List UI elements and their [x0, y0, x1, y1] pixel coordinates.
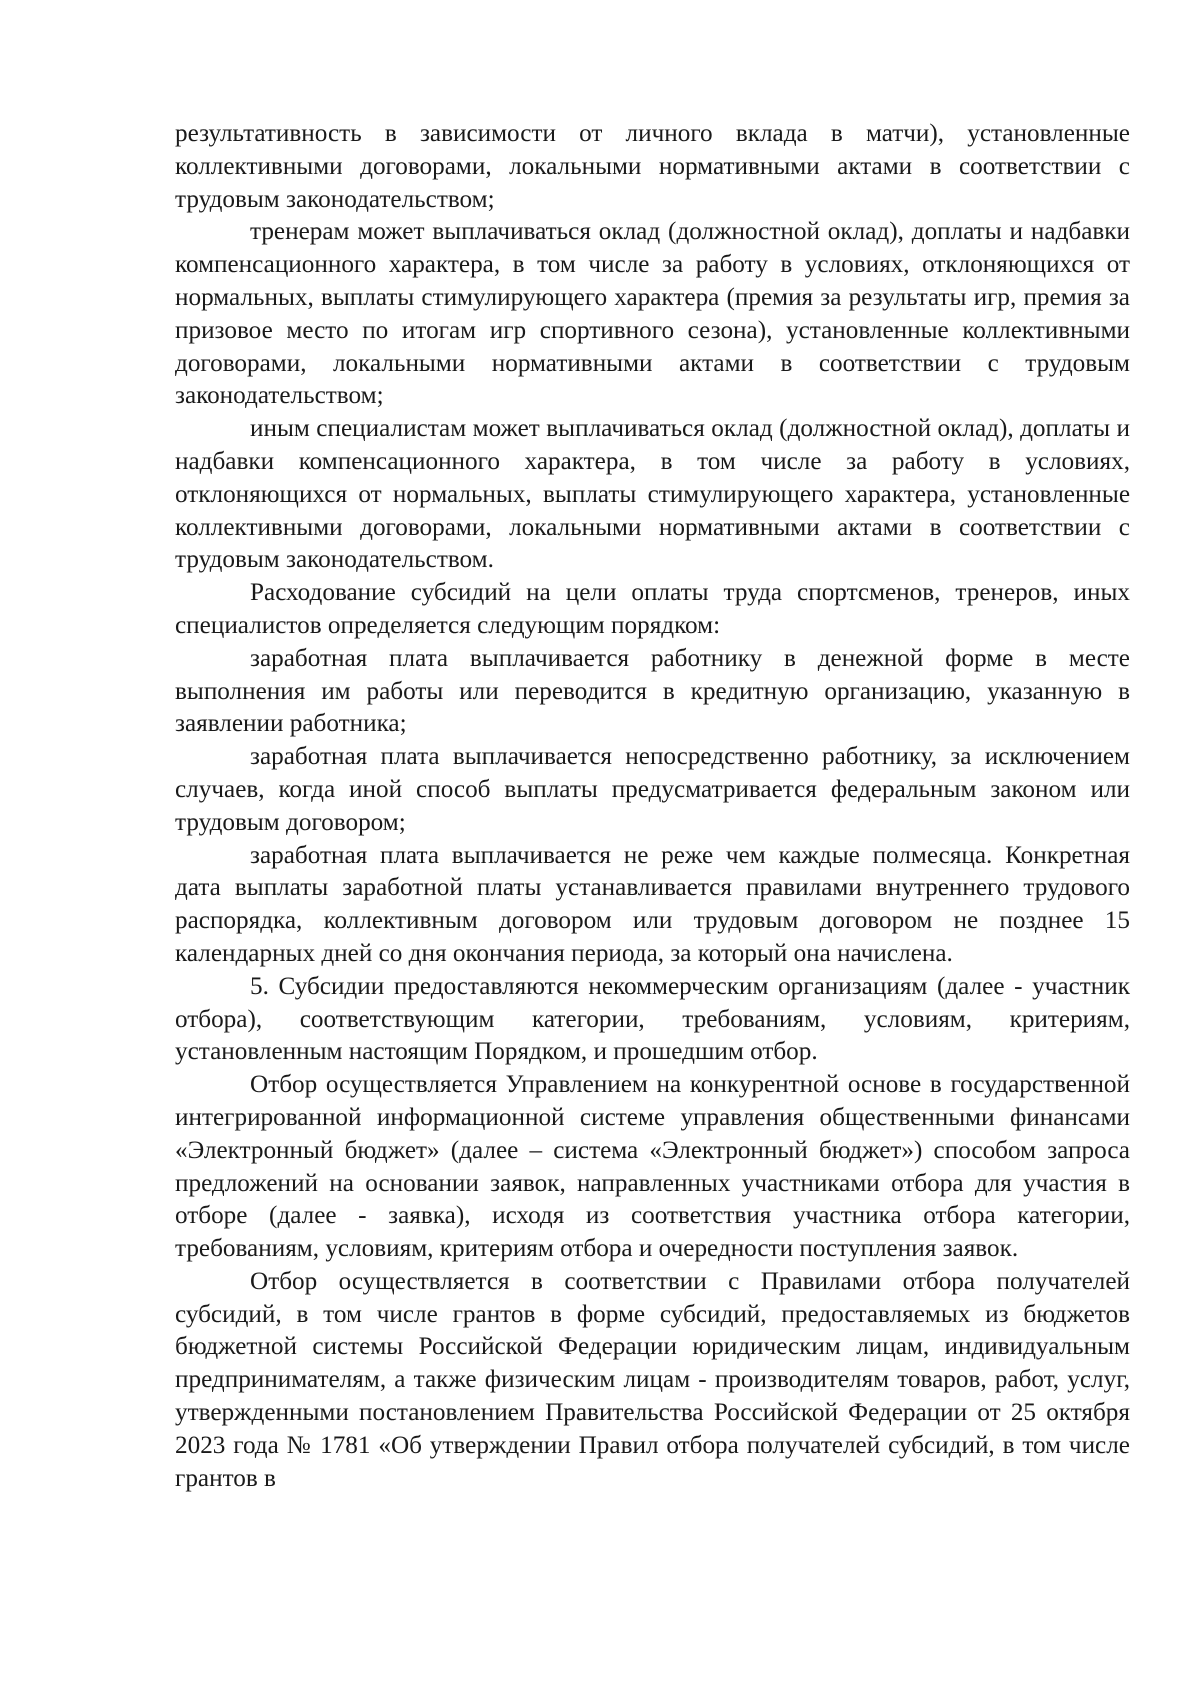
paragraph-7: заработная плата выплачивается не реже чем каждые полмесяца. Конкретная дата выплаты заработной платы устанавливается правилами внутреннего трудового распорядка, коллективным договором или трудовым договором не позднее 15 календарных дней со дня окончания периода, за который она начислена.: [175, 841, 1130, 967]
paragraph-5: заработная плата выплачивается работнику в денежной форме в месте выполнения им работы или переводится в кредитную организацию, указанную в заявлении работника;: [175, 644, 1130, 738]
paragraph-3: иным специалистам может выплачиваться оклад (должностной оклад), доплаты и надбавки компенсационного характера, в том числе за работу в условиях, отклоняющихся от нормальных, выплаты стимулирующего характера, установленные коллективными договорами, локальными нормативными актами в соответствии с трудовым законодательством.: [175, 415, 1130, 574]
paragraph-6: заработная плата выплачивается непосредственно работнику, за исключением случаев, когда иной способ выплаты предусматривается федеральным законом или трудовым договором;: [175, 743, 1130, 836]
paragraph-10: Отбор осуществляется в соответствии с Правилами отбора получателей субсидий, в том числе грантов в форме субсидий, предоставляемых из бюджетов бюджетной системы Российской Федерации юридическим лицам, индивидуальным предпринимателям, а также физическим лицам - производителям товаров, работ, услуг, утвержденными постановлением Правительства Российской Федерации от 25 октября 2023 года № 1781 «Об утверждении Правил отбора получателей субсидий, в том числе грантов в: [175, 1267, 1130, 1492]
paragraph-2: тренерам может выплачиваться оклад (должностной оклад), доплаты и надбавки компенсационного характера, в том числе за работу в условиях, отклоняющихся от нормальных, выплаты стимулирующего характера (премия за результаты игр, премия за призовое место по итогам игр спортивного сезона), установленные коллективными договорами, локальными нормативными актами в соответствии с трудовым законодательством;: [175, 218, 1130, 410]
paragraph-8: 5. Субсидии предоставляются некоммерческим организациям (далее - участник отбора), соответствующим категории, требованиям, условиям, критериям, установленным настоящим Порядком, и прошедшим отбор.: [175, 972, 1130, 1066]
paragraph-9: Отбор осуществляется Управлением на конкурентной основе в государственной интегрированной информационной системе управления общественными финансами «Электронный бюджет» (далее – система «Электронный бюджет») способом запроса предложений на основании заявок, направленных участниками отбора для участия в отборе (далее - заявка), исходя из соответствия участника отбора категории, требованиям, условиям, критериям отбора и очередности поступления заявок.: [175, 1071, 1130, 1263]
document-page: [175, 118, 1130, 1495]
paragraph-1: результативность в зависимости от личного вклада в матчи), установленные коллективными договорами, локальными нормативными актами в соответствии с трудовым законодательством;: [175, 120, 1130, 213]
paragraph-4: Расходование субсидий на цели оплаты труда спортсменов, тренеров, иных специалистов определяется следующим порядком:: [175, 579, 1130, 639]
